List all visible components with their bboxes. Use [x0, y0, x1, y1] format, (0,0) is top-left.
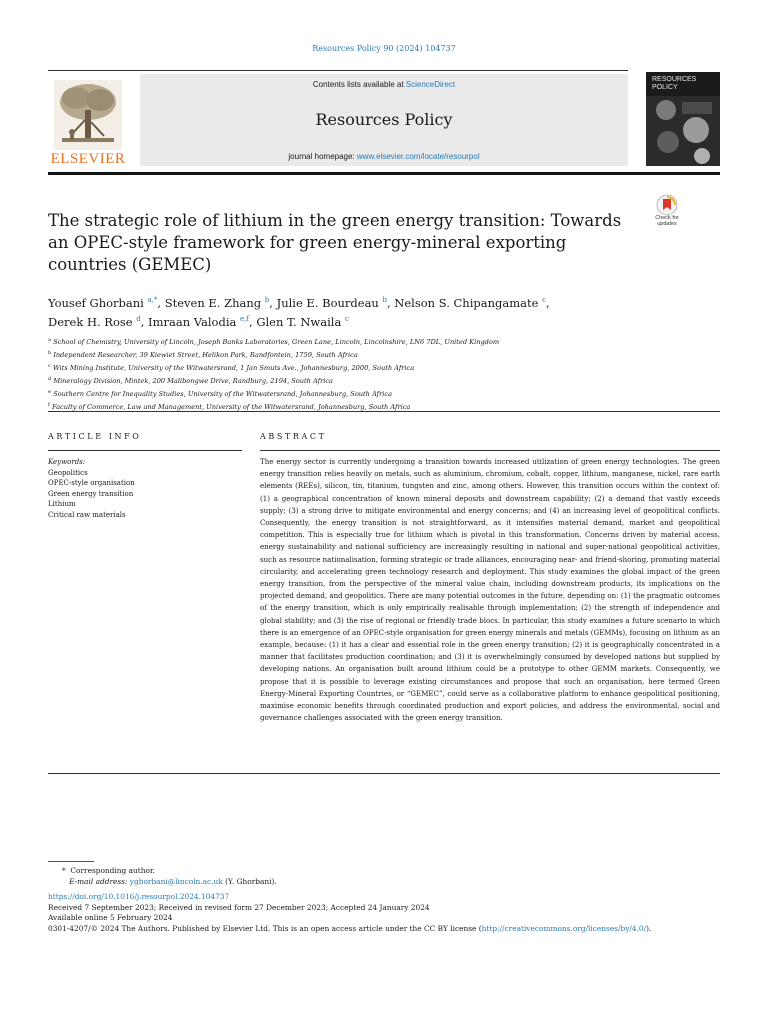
contents-prefix: Contents lists available at: [312, 80, 406, 89]
affiliation-item: [48, 348, 688, 361]
license-line: [48, 924, 728, 935]
author-name: Imraan Valodia: [148, 314, 237, 329]
author-affiliation-link[interactable]: d: [136, 314, 141, 323]
author-affiliation-link[interactable]: e,f: [240, 314, 249, 323]
journal-homepage-line: [140, 152, 628, 161]
available-online-date: Available online 5 February 2024: [48, 913, 173, 923]
section-divider: [48, 411, 720, 412]
affiliation-marker: e: [48, 388, 51, 395]
author-item[interactable]: [148, 315, 256, 329]
affiliation-marker: a: [48, 337, 51, 343]
author-affiliation-link[interactable]: b: [382, 296, 387, 304]
check-for-updates-line-2: updates: [657, 221, 677, 227]
author-separator: ,: [269, 295, 277, 310]
corresponding-author-note: [48, 866, 728, 877]
masthead-center-box: [140, 74, 628, 166]
author-name: Steven E. Zhang: [164, 295, 262, 310]
keywords-block: [48, 457, 248, 520]
homepage-link[interactable]: www.elsevier.com/locate/resourpol: [356, 152, 480, 161]
article-info-heading: ARTICLE INFO: [48, 432, 142, 441]
email-suffix: (Y. Ghorbani).: [222, 876, 277, 886]
author-list: [48, 292, 668, 330]
cover-art-icon: [646, 96, 720, 166]
author-affiliation-link[interactable]: b: [264, 296, 270, 304]
paper-title: The strategic role of lithium in the green energy transition: Towards an OPEC-style framework for green energy-mineral exporting countries (GEMEC): [48, 211, 622, 274]
affiliation-item: [48, 335, 688, 348]
affiliation-item: [48, 361, 688, 374]
author-item[interactable]: [165, 296, 277, 310]
author-item[interactable]: [277, 296, 395, 310]
abstract-bottom-rule: [48, 773, 720, 774]
check-for-updates-line-1: Check for: [655, 215, 679, 221]
elsevier-tree-icon: [54, 80, 122, 150]
email-link[interactable]: yghorbani@lincoln.ac.uk: [129, 876, 223, 886]
affiliation-marker: b: [48, 349, 52, 356]
author-name: Glen T. Nwaila: [256, 314, 342, 329]
affiliation-marker: c: [48, 362, 51, 369]
author-separator: ,: [386, 295, 395, 310]
check-for-updates-label: [648, 215, 686, 227]
email-line: [48, 877, 728, 888]
footnote-rule: [48, 861, 94, 862]
abstract-rule: [260, 450, 720, 451]
affiliation-text: Independent Researcher, 39 Kiewiet Street, Helikon Park, Randfontein, 1759, South Africa: [53, 351, 358, 360]
check-for-updates-badge[interactable]: [648, 194, 686, 230]
journal-title: Resources Policy: [315, 110, 453, 129]
affiliation-text: Southern Centre for Inequality Studies, University of the Witwatersrand, Johannesburg, South Africa: [53, 390, 392, 399]
keyword-item: Lithium: [48, 500, 76, 508]
article-footer: [48, 866, 728, 935]
affiliation-text: Mineralogy Division, Mintek, 200 Malibongwe Drive, Randburg, 2194, South Africa: [53, 377, 333, 386]
keywords-label: Keywords:: [48, 458, 86, 466]
crossmark-icon: [656, 194, 678, 216]
author-item[interactable]: [48, 296, 165, 310]
corresponding-text: Corresponding author.: [70, 866, 156, 875]
affiliation-text: Faculty of Commerce, Law and Management, University of the Witwatersrand, Johannesburg, South Africa: [51, 403, 411, 412]
author-item[interactable]: [48, 315, 148, 329]
elsevier-logo[interactable]: [48, 78, 128, 170]
keyword-item: OPEC-style organisation: [48, 479, 135, 487]
author-name: Derek H. Rose: [48, 314, 133, 329]
affiliation-marker: d: [48, 375, 52, 382]
masthead-top-rule: [48, 70, 628, 71]
cover-title-line-2: POLICY: [652, 84, 678, 91]
author-separator: ,: [157, 295, 165, 310]
abstract-text: The energy sector is currently undergoing a transition towards increased utilization of green energy technologies. The green energy transition relies heavily on metals, such as aluminium, chromium, cobalt, copper, lithium, manganese, nickel, rare earth elements (REEs), silicon, tin, titanium, tungsten and zinc, among others. However, this transition occurs within the context of: (1) a geographical concentration of known mineral deposits and downstream capability; (2) a demand that vastly exceeds supply; (3) a strong drive to mitigate environmental and energy concerns; and (4) an increasing level of geopolitical conflicts. Consequently, the energy transition is not straightforward, as it intensifies material demand, market and geopolitical competition. This is especially true for lithium which is pivotal in this transformation. Concerns driven by material access, energy sustainability and national sufficiency are increasingly resulting in national and super-national geopolitical activities, such as resource nationalisation, forming strategic or trade alliances, encouraging near- and friend-shoring, promoting material circularity, and accelerating green technology research and deployment. This study examines the global impact of the green energy transition, from the perspective of the mineral value chain, including downstream products, its implications on the projected demand, and geopolitics. There are many potential outcomes in the future, depending on: (1) the pragmatic outcomes of the energy transition, which is only empirically realisable through implementation; (2) the strength of independence and global stability; and (3) the rise of regional or friendly trade blocs. In particular, this study examines a future scenario in which there is an emergence of an OPEC-style organisation for green energy minerals and metals (GEMMs), focusing on lithium as an example, because: (1) it has a clear and essential role in the green energy transition; (2) it is geographically concentrated in a manner that facilitates production coordination; and (3) it is overwhelmingly consumed by developed nations but supplied by developing nations. An organisation built around lithium could be a prototype to other GEMM markets. Consequently, we propose that it is possible to leverage existing circumstances and propose that such an organisation, here termed Green Energy-Mineral Exporting Countries, or “GEMEC”, could serve as a collaborative platform to enhance geopolitical positioning, maximise economic benefits through coordinated production and export policies, and address the environmental, social and governance challenges associated with the green energy transition.: [260, 457, 720, 723]
author-item[interactable]: [394, 296, 549, 310]
masthead-bottom-rule: [48, 172, 720, 175]
author-name: Nelson S. Chipangamate: [394, 295, 539, 310]
author-affiliation-link[interactable]: a,*: [147, 296, 158, 304]
affiliation-item: [48, 387, 688, 400]
email-label: E-mail address:: [69, 876, 128, 886]
article-info-rule: [48, 450, 242, 451]
license-link[interactable]: http://creativecommons.org/licenses/by/4.0/: [481, 923, 647, 933]
license-text: 0301-4207/© 2024 The Authors. Published by Elsevier Ltd. This is an open access article under the CC BY license (: [48, 923, 482, 933]
received-dates: Received 7 September 2023; Received in revised form 27 December 2023; Accepted 24 January 2024: [48, 902, 430, 912]
keyword-item: Geopolitics: [48, 468, 88, 477]
journal-masthead: [48, 70, 720, 170]
keyword-item: Critical raw materials: [48, 510, 126, 519]
author-separator: ,: [249, 314, 257, 329]
author-affiliation-link[interactable]: c: [542, 296, 547, 304]
affiliation-list: [48, 335, 688, 413]
affiliation-marker: f: [48, 401, 50, 408]
journal-cover-image[interactable]: [646, 72, 720, 166]
cover-title: [652, 76, 696, 92]
author-name: Yousef Ghorbani: [48, 295, 144, 310]
cover-title-line-1: RESOURCES: [652, 76, 697, 83]
abstract-heading: ABSTRACT: [260, 432, 327, 441]
author-separator: ,: [546, 295, 550, 310]
corresponding-marker: *: [62, 866, 66, 875]
doi-link[interactable]: https://doi.org/10.1016/j.resourpol.2024.104737: [48, 892, 230, 902]
affiliation-item: [48, 374, 688, 387]
author-affiliation-link[interactable]: c: [344, 314, 349, 323]
author-separator: ,: [140, 314, 149, 329]
keyword-item: Green energy transition: [48, 489, 134, 498]
sciencedirect-link[interactable]: ScienceDirect: [405, 80, 456, 89]
journal-reference-link[interactable]: Resources Policy 90 (2024) 104737: [312, 44, 456, 53]
license-suffix: ).: [646, 923, 652, 933]
affiliation-text: School of Chemistry, University of Lincoln, Joseph Banks Laboratories, Green Lane, Lincoln, Lincolnshire, LN6 7DL, United Kingdom: [53, 338, 500, 347]
homepage-label: journal homepage:: [288, 152, 357, 161]
author-name: Julie E. Bourdeau: [276, 295, 379, 310]
contents-available-line: [140, 80, 628, 89]
author-item[interactable]: [256, 315, 349, 329]
affiliation-text: Wits Mining Institute, University of the Witwatersrand, 1 Jan Smuts Ave., Johannesburg, 2000, South Africa: [52, 364, 415, 373]
elsevier-wordmark: ELSEVIER: [50, 151, 126, 167]
